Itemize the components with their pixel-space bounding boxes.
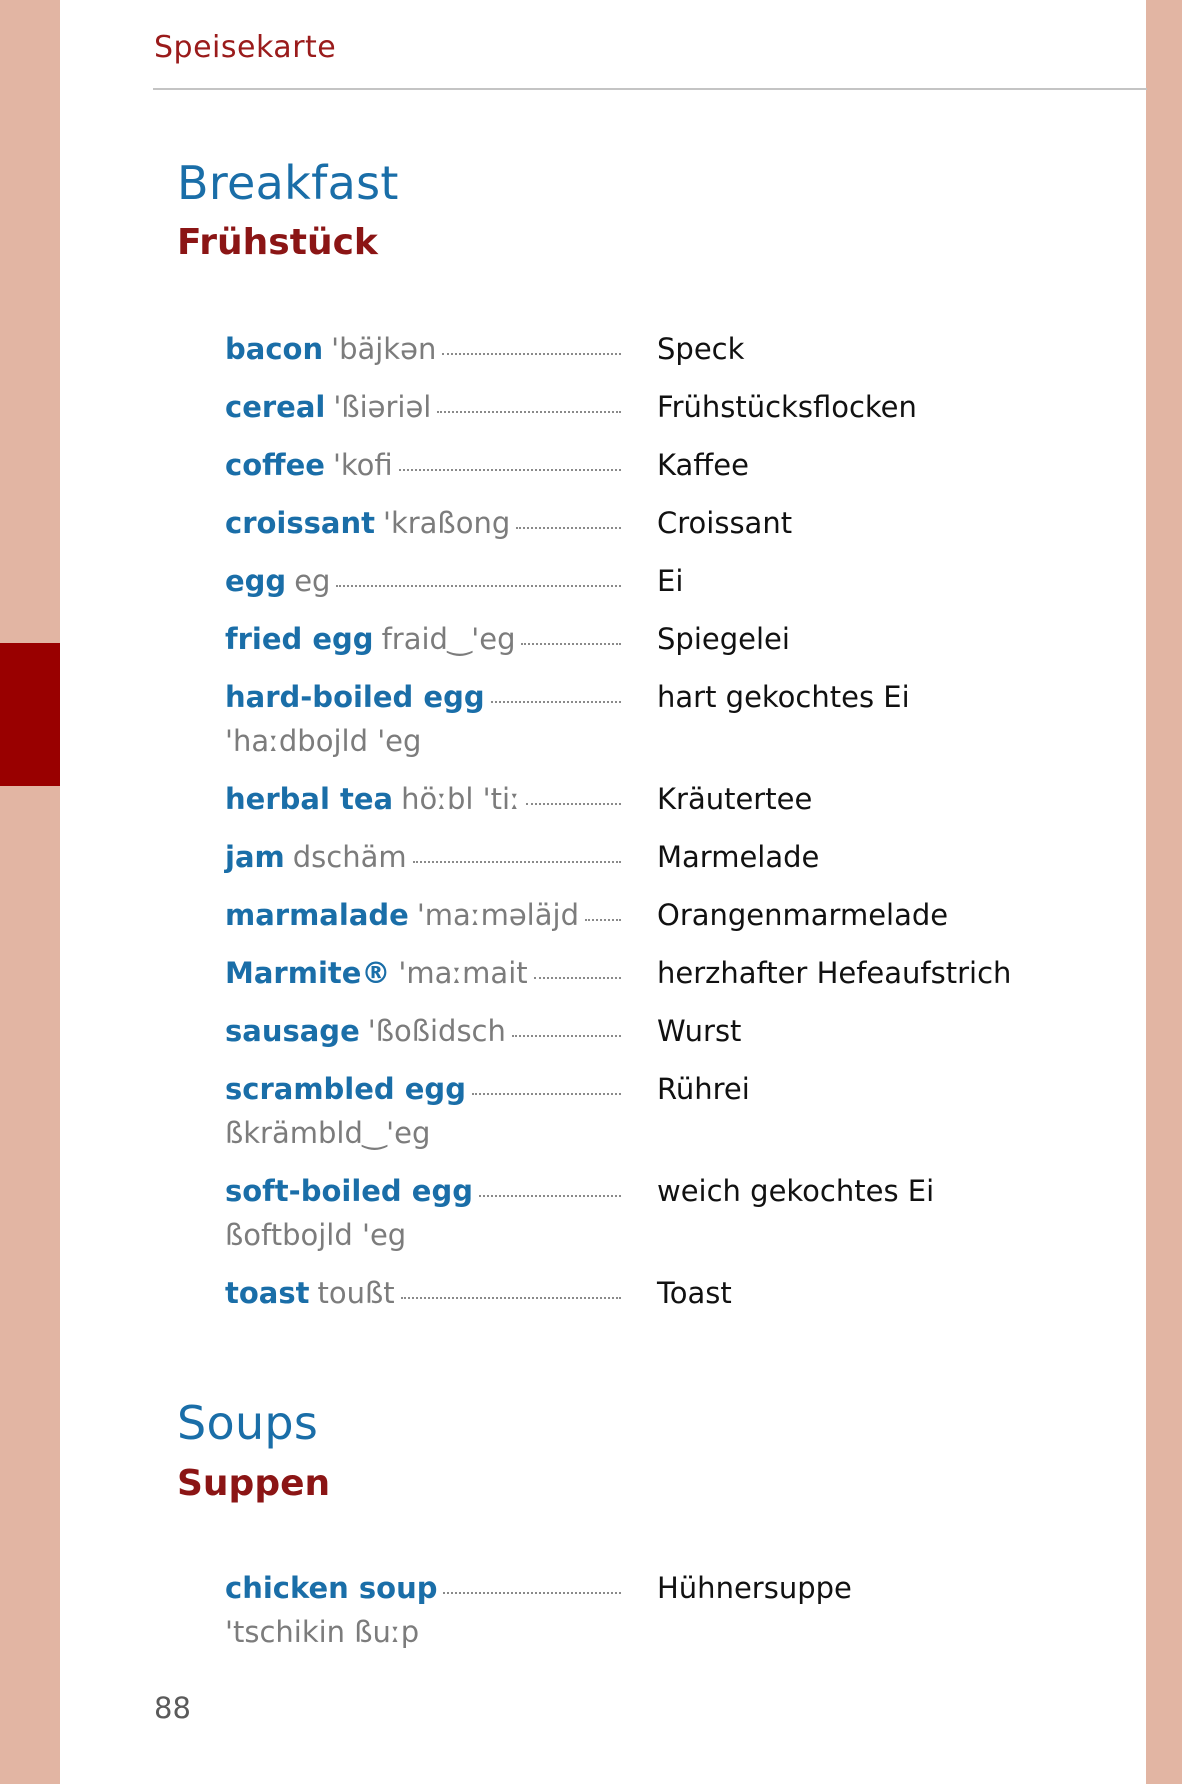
entry-phonetic: ßkrämbld‿'eg [225,1116,431,1150]
entry-source [225,1271,621,1315]
entry-term: toast [225,1276,310,1310]
dot-leader [399,469,621,471]
entry-source [225,559,621,603]
header-divider [153,88,1147,90]
page-number: 88 [154,1691,191,1725]
entry-phonetic: dschäm [292,840,407,874]
entry-translation: Frühstücksflocken [657,390,917,424]
entry-phonetic: fraid‿'eg [381,622,516,656]
entry-phonetic: höːbl 'tiː [401,782,520,816]
entry-term: soft-boiled egg [225,1174,473,1208]
entry-source [225,893,621,937]
entry-phonetic: 'tschikin ßuːp [225,1615,420,1649]
glossary-entry [225,559,1025,609]
entry-translation: weich gekochtes Ei [657,1174,935,1208]
entry-translation: herzhafter Hefeaufstrich [657,956,1012,990]
section-subtitle-suppen: Suppen [177,1463,331,1504]
entry-phonetic: ßoftbojld 'eg [225,1218,407,1252]
entry-source [225,1067,621,1111]
entry-term: bacon [225,332,324,366]
left-margin [0,0,60,1784]
entry-source [225,1169,621,1213]
entry-source [225,1009,621,1053]
glossary-entry [225,893,1025,943]
entry-term: hard-boiled egg [225,680,485,714]
entry-translation: Spiegelei [657,622,790,656]
dot-leader [336,585,621,587]
entry-source [225,327,621,371]
dot-leader [534,977,621,979]
glossary-entry [225,835,1025,885]
dot-leader [585,919,621,921]
entry-term: cereal [225,390,326,424]
entry-term: jam [225,840,285,874]
section-subtitle-fruehstueck: Frühstück [177,222,378,263]
entry-term: coffee [225,448,325,482]
dot-leader [472,1093,621,1095]
dot-leader [479,1195,621,1197]
entry-phonetic: 'kofi [332,448,393,482]
entry-phonetic: toußt [317,1276,395,1310]
entry-translation: Ei [657,564,684,598]
entry-translation: Rührei [657,1072,750,1106]
dot-leader [442,353,621,355]
glossary-entry [225,443,1025,493]
entry-term: fried egg [225,622,374,656]
glossary-entry [225,777,1025,827]
entry-source [225,617,621,661]
dot-leader [526,803,621,805]
entry-term: marmalade [225,898,409,932]
glossary-entry [225,1169,1025,1252]
entry-translation: Kräutertee [657,782,813,816]
entry-term: herbal tea [225,782,394,816]
dot-leader [401,1297,621,1299]
entry-source [225,951,621,995]
entry-term: chicken soup [225,1571,438,1605]
entry-phonetic: 'haːdbojld 'eg [225,724,422,758]
glossary-entry [225,675,1025,758]
dot-leader [443,1592,621,1594]
entry-term: sausage [225,1014,360,1048]
entry-phonetic: eg [294,564,331,598]
section-title-breakfast: Breakfast [177,156,399,210]
entry-translation: Wurst [657,1014,742,1048]
entry-translation: Hühnersuppe [657,1571,852,1605]
entry-phonetic: 'ßiəriəl [333,390,432,424]
glossary-entry [225,1566,1025,1649]
glossary-entry [225,1009,1025,1059]
entry-translation: Marmelade [657,840,820,874]
entry-term: croissant [225,506,375,540]
glossary-entry [225,385,1025,435]
entry-source [225,675,621,719]
glossary-entry [225,951,1025,1001]
dot-leader [516,527,621,529]
entry-phonetic: 'maːmait [398,956,528,990]
glossary-entry [225,1271,1025,1321]
dot-leader [437,411,621,413]
dot-leader [521,643,621,645]
entry-term: egg [225,564,287,598]
entry-term: Marmite® [225,956,391,990]
entry-source [225,835,621,879]
entry-translation: hart gekochtes Ei [657,680,910,714]
entry-translation: Croissant [657,506,793,540]
entry-translation: Speck [657,332,745,366]
glossary-entry [225,327,1025,377]
chapter-thumb-tab [0,643,60,786]
entry-source [225,1566,621,1610]
entry-source [225,777,621,821]
entry-phonetic: 'ßoßidsch [367,1014,506,1048]
entry-translation: Toast [657,1276,732,1310]
section-title-soups: Soups [177,1396,319,1450]
entry-source [225,501,621,545]
glossary-entry [225,1067,1025,1150]
entry-source [225,385,621,429]
dot-leader [413,861,621,863]
entry-translation: Orangenmarmelade [657,898,949,932]
glossary-entry [225,501,1025,551]
dot-leader [491,701,621,703]
entry-phonetic: 'bäjkən [331,332,437,366]
right-margin [1146,0,1182,1784]
entry-translation: Kaffee [657,448,749,482]
running-head: Speisekarte [154,30,337,65]
entry-phonetic: 'maːməläjd [416,898,579,932]
glossary-entry [225,617,1025,667]
entry-source [225,443,621,487]
entry-term: scrambled egg [225,1072,466,1106]
entry-phonetic: 'kraßong [382,506,511,540]
dot-leader [512,1035,621,1037]
